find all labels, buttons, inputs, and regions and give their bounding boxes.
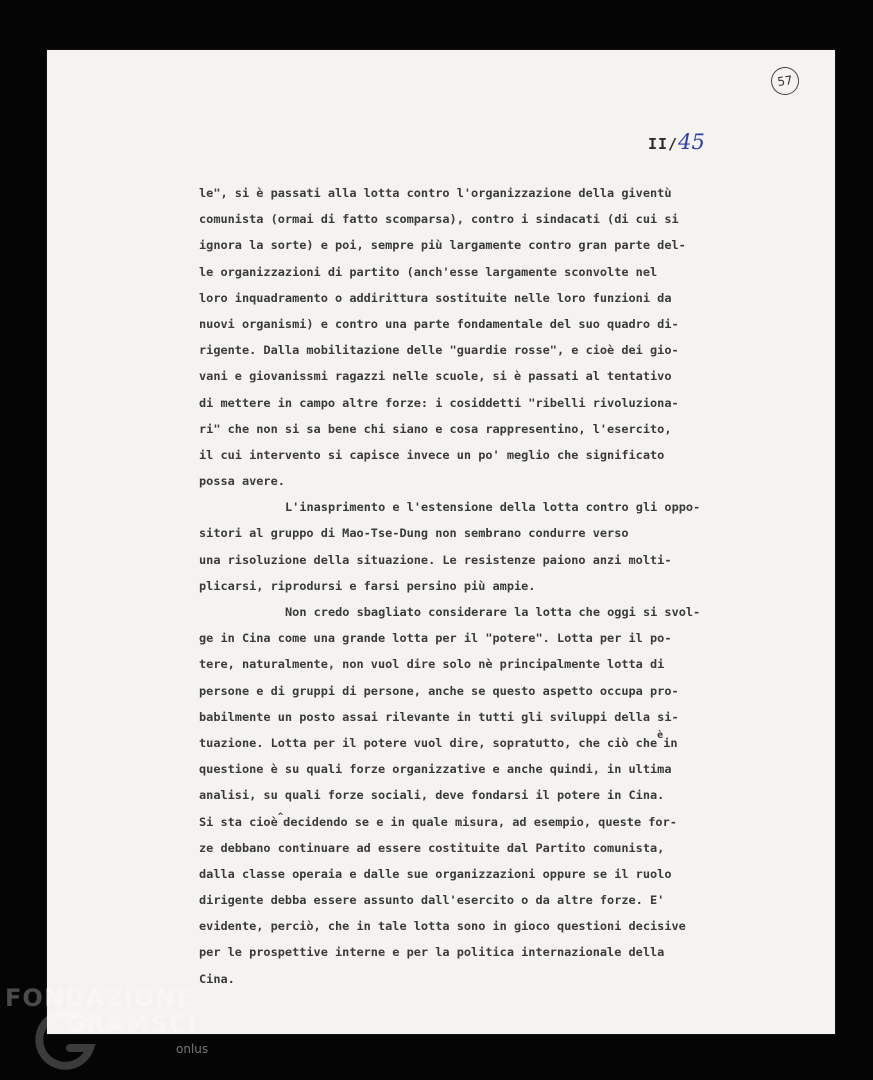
page-number	[648, 130, 705, 154]
text-line: L'inasprimento e l'estensione della lotta contro gli oppo-	[285, 500, 701, 515]
text-line: ge in Cina come una grande lotta per il "potere". Lotta per il po-	[199, 631, 672, 646]
text-line: plicarsi, riprodursi e farsi persino più ampie.	[199, 578, 536, 593]
text-line: le", si è passati alla lotta contro l'organizzazione della giventù	[199, 186, 672, 200]
text-line-part: Si sta cioè	[199, 814, 278, 829]
page-number-typed: II/	[648, 135, 679, 153]
text-line: il cui intervento si capisce invece un po' meglio che significato	[199, 447, 665, 462]
text-line: di mettere in campo altre forze: i cosiddetti "ribelli rivoluziona-	[199, 395, 679, 410]
text-line: loro inquadramento o addirittura sostituite nelle loro funzioni da	[199, 290, 672, 305]
watermark-tagline: onlus	[176, 1042, 209, 1056]
archive-number: 57	[776, 73, 794, 89]
text-line: comunista (ormai di fatto scomparsa), contro i sindacati (di cui si	[199, 212, 679, 227]
text-line	[199, 730, 814, 756]
text-line: ignora la sorte) e poi, sempre più largamente contro gran parte del-	[199, 238, 686, 253]
text-line: dalla classe operaia e dalle sue organizzazioni oppure se il ruolo	[199, 866, 672, 881]
text-line: ze debbano continuare ad essere costituite dal Partito comunista,	[199, 840, 665, 855]
text-line: babilmente un posto assai rilevante in tutti gli sviluppi della si-	[199, 709, 679, 724]
text-line: analisi, su quali forze sociali, deve fondarsi il potere in Cina.	[199, 788, 665, 803]
text-line: Non credo sbagliato considerare la lotta che oggi si svol-	[285, 605, 701, 619]
insertion-caret: ^	[277, 811, 284, 822]
text-line-part: in	[663, 735, 678, 750]
text-line: persone e di gruppi di persone, anche se questo aspetto occupa pro-	[199, 683, 679, 698]
fondazione-gramsci-watermark	[0, 984, 230, 1080]
text-line: possa avere.	[199, 474, 285, 489]
text-line: questione è su quali forze organizzative e anche quindi, in ultima	[199, 762, 672, 777]
text-line: per le prospettive interne e per la politica internazionale della	[199, 945, 665, 960]
text-line: tere, naturalmente, non vuol dire solo nè principalmente lotta di	[199, 657, 665, 672]
page-number-handwritten: 45	[678, 130, 705, 154]
text-line: vani e giovanissmi ragazzi nelle scuole, si è passati al tentativo	[199, 369, 672, 384]
text-line: rigente. Dalla mobilitazione delle "guardie rosse", e cioè dei gio-	[199, 343, 679, 358]
typewritten-body	[199, 180, 814, 992]
text-line-part: tuazione. Lotta per il potere vuol dire, sopratutto, che ciò che	[199, 735, 658, 750]
inserted-correction: è	[657, 729, 664, 741]
text-line: ri" che non si sa bene chi siano e cosa rappresentino, l'esercito,	[199, 421, 672, 436]
text-line-part: decidendo se e in quale misura, ad esempio, queste for-	[283, 814, 677, 829]
text-line	[199, 809, 814, 835]
text-line: dirigente debba essere assunto dall'esercito o da altre forze. E'	[199, 893, 665, 908]
text-line: Cina.	[199, 971, 235, 986]
watermark-line1: FONDAZIONE	[5, 984, 194, 1012]
text-line: sitori al gruppo di Mao-Tse-Dung non sembrano condurre verso	[199, 526, 629, 541]
text-line: nuovi organismi) e contro una parte fondamentale del suo quadro di-	[199, 316, 679, 331]
text-line: le organizzazioni di partito (anch'esse largamente sconvolte nel	[199, 264, 658, 279]
watermark-line2: GRAMSCI	[66, 1010, 198, 1038]
text-line: evidente, perciò, che in tale lotta sono in gioco questioni decisive	[199, 919, 686, 934]
text-line: una risoluzione della situazione. Le resistenze paiono anzi molti-	[199, 552, 672, 567]
